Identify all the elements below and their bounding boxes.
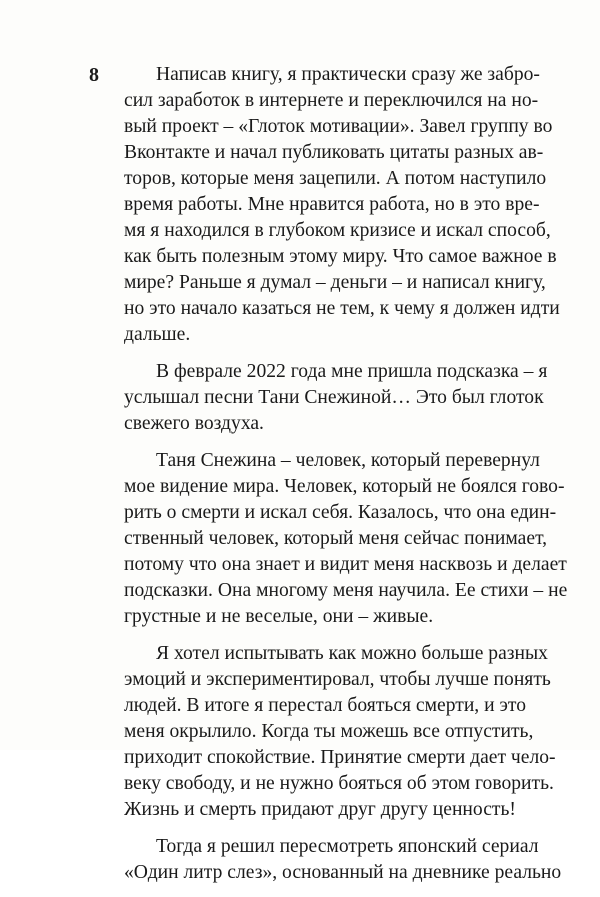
text-line: «Один литр слез», основанный на дневнике реально bbox=[124, 862, 562, 883]
text-line: Вконтакте и начал публиковать цитаты разных ав- bbox=[124, 142, 544, 163]
text-line: как быть полезным этому миру. Что самое важное в bbox=[124, 246, 557, 267]
text-line: ственный человек, который меня сейчас понимает, bbox=[124, 528, 548, 549]
text-line: веку свободу, и не нужно бояться об этом говорить. bbox=[124, 773, 554, 794]
paragraph bbox=[124, 448, 568, 630]
text-line: меня окрылило. Когда ты можешь все отпустить, bbox=[124, 721, 534, 742]
text-line: эмоций и экспериментировал, чтобы лучше понять bbox=[124, 669, 551, 690]
text-line: грустные и не веселые, они – живые. bbox=[124, 606, 434, 627]
text-line: потому что она знает и видит меня насквозь и делает bbox=[124, 554, 567, 575]
paragraph bbox=[124, 641, 556, 823]
text-line: Жизнь и смерть придают друг другу ценность! bbox=[124, 799, 516, 820]
text-line: торов, которые меня зацепили. А потом наступило bbox=[124, 168, 547, 189]
text-line: время работы. Мне нравится работа, но в это вре- bbox=[124, 194, 540, 215]
body-text bbox=[124, 62, 568, 897]
text-line: услышал песни Тани Снежиной… Это был глоток bbox=[124, 387, 544, 408]
text-line: вый проект – «Глоток мотивации». Завел группу во bbox=[124, 116, 553, 137]
text-line: мире? Раньше я думал – деньги – и написал книгу, bbox=[124, 272, 546, 293]
text-line: Написав книгу, я практически сразу же забро- bbox=[156, 64, 540, 85]
text-line: рить о смерти и искал себя. Казалось, что она един- bbox=[124, 502, 557, 523]
text-line: сил заработок в интернете и переключился на но- bbox=[124, 90, 539, 111]
text-line: людей. В итоге я перестал бояться смерти, и это bbox=[124, 695, 526, 716]
paragraph bbox=[124, 359, 548, 437]
text-line: подсказки. Она многому меня научила. Ее стихи – не bbox=[124, 580, 568, 601]
paragraph bbox=[124, 834, 562, 886]
paragraph bbox=[124, 62, 560, 348]
text-line: Тогда я решил пересмотреть японский сериал bbox=[156, 836, 539, 857]
text-line: Таня Снежина – человек, который перевернул bbox=[156, 450, 540, 471]
text-line: дальше. bbox=[124, 324, 191, 345]
text-line: приходит спокойствие. Принятие смерти дает чело- bbox=[124, 747, 556, 768]
text-line: мое видение мира. Человек, который не боялся гово- bbox=[124, 476, 565, 497]
text-line: свежего воздуха. bbox=[124, 413, 264, 434]
text-line: В феврале 2022 года мне пришла подсказка – я bbox=[156, 361, 548, 382]
text-line: но это начало казаться не тем, к чему я должен идти bbox=[124, 298, 560, 319]
text-line: Я хотел испытывать как можно больше разных bbox=[156, 643, 548, 664]
text-line: мя я находился в глубоком кризисе и искал способ, bbox=[124, 220, 551, 241]
page-number: 8 bbox=[89, 64, 99, 86]
